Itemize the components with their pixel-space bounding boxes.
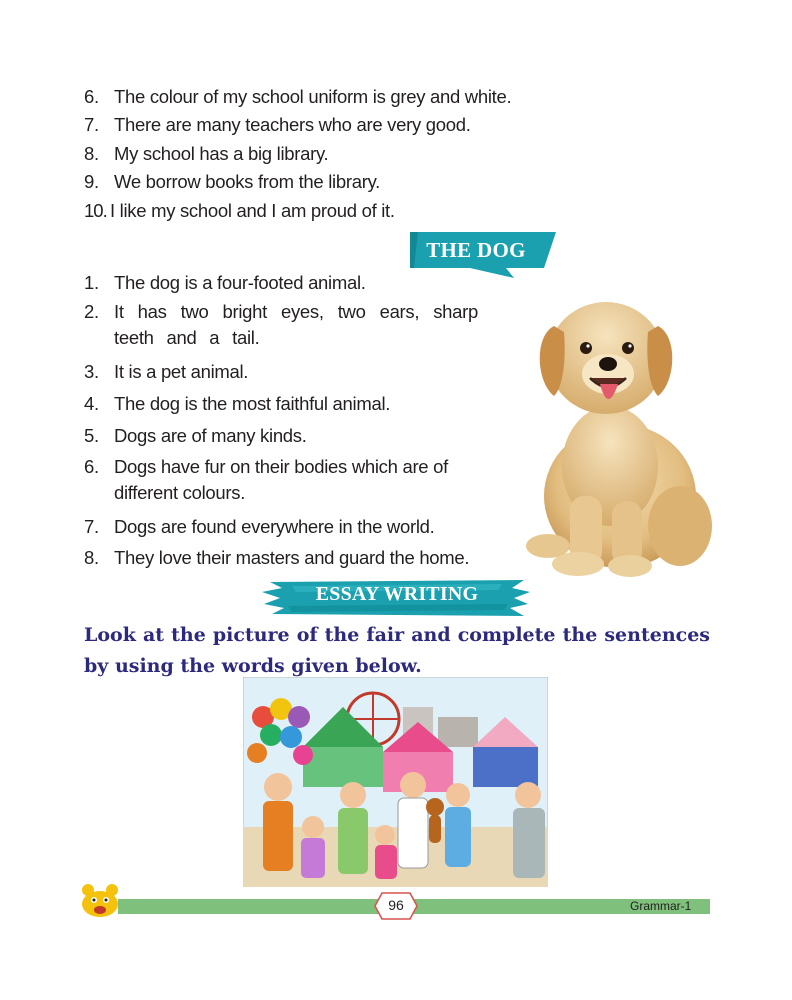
item-number: 7.	[84, 516, 99, 537]
item-number: 4.	[84, 393, 99, 414]
item-number: 8.	[84, 143, 99, 164]
item-number: 3.	[84, 361, 99, 382]
item-number: 8.	[84, 547, 99, 568]
item-text: It has two bright eyes, two ears, sharp teeth and a tail.	[114, 301, 478, 348]
item-number: 1.	[84, 272, 99, 293]
item-text: It is a pet animal.	[114, 361, 249, 382]
item-number: 2.	[84, 301, 99, 322]
item-text: There are many teachers who are very good.	[114, 114, 471, 135]
item-number: 7.	[84, 114, 99, 135]
item-number: 5.	[84, 425, 99, 446]
item-text: I like my school and I am proud of it.	[110, 200, 395, 221]
item-text: The dog is a four-footed animal.	[114, 272, 366, 293]
fair-illustration	[243, 677, 548, 887]
item-text: The dog is the most faithful animal.	[114, 393, 391, 414]
item-text: We borrow books from the library.	[114, 171, 380, 192]
item-number: 10.	[84, 200, 107, 221]
item-text: The colour of my school uniform is grey and white.	[114, 86, 512, 107]
page-number-badge	[374, 892, 418, 920]
dog-section-banner	[410, 232, 556, 278]
section-title: THE DOG	[426, 238, 526, 262]
book-title-label: Grammar-1	[630, 899, 692, 913]
item-number: 6.	[84, 456, 99, 477]
item-text: My school has a big library.	[114, 143, 329, 164]
item-number: 6.	[84, 86, 99, 107]
item-text: Dogs are found everywhere in the world.	[114, 516, 435, 537]
puppy-illustration	[520, 296, 716, 578]
mascot-icon	[78, 882, 122, 918]
essay-section-banner	[262, 578, 532, 618]
item-number: 9.	[84, 171, 99, 192]
item-text: Dogs are of many kinds.	[114, 425, 307, 446]
section-title: ESSAY WRITING	[315, 583, 479, 605]
item-text: They love their masters and guard the home.	[114, 547, 470, 568]
essay-instruction: Look at the picture of the fair and complete the sentences by using the words given below.	[84, 624, 710, 677]
item-text: Dogs have fur on their bodies which are of different colours.	[114, 456, 448, 503]
page-number: 96	[388, 897, 404, 913]
